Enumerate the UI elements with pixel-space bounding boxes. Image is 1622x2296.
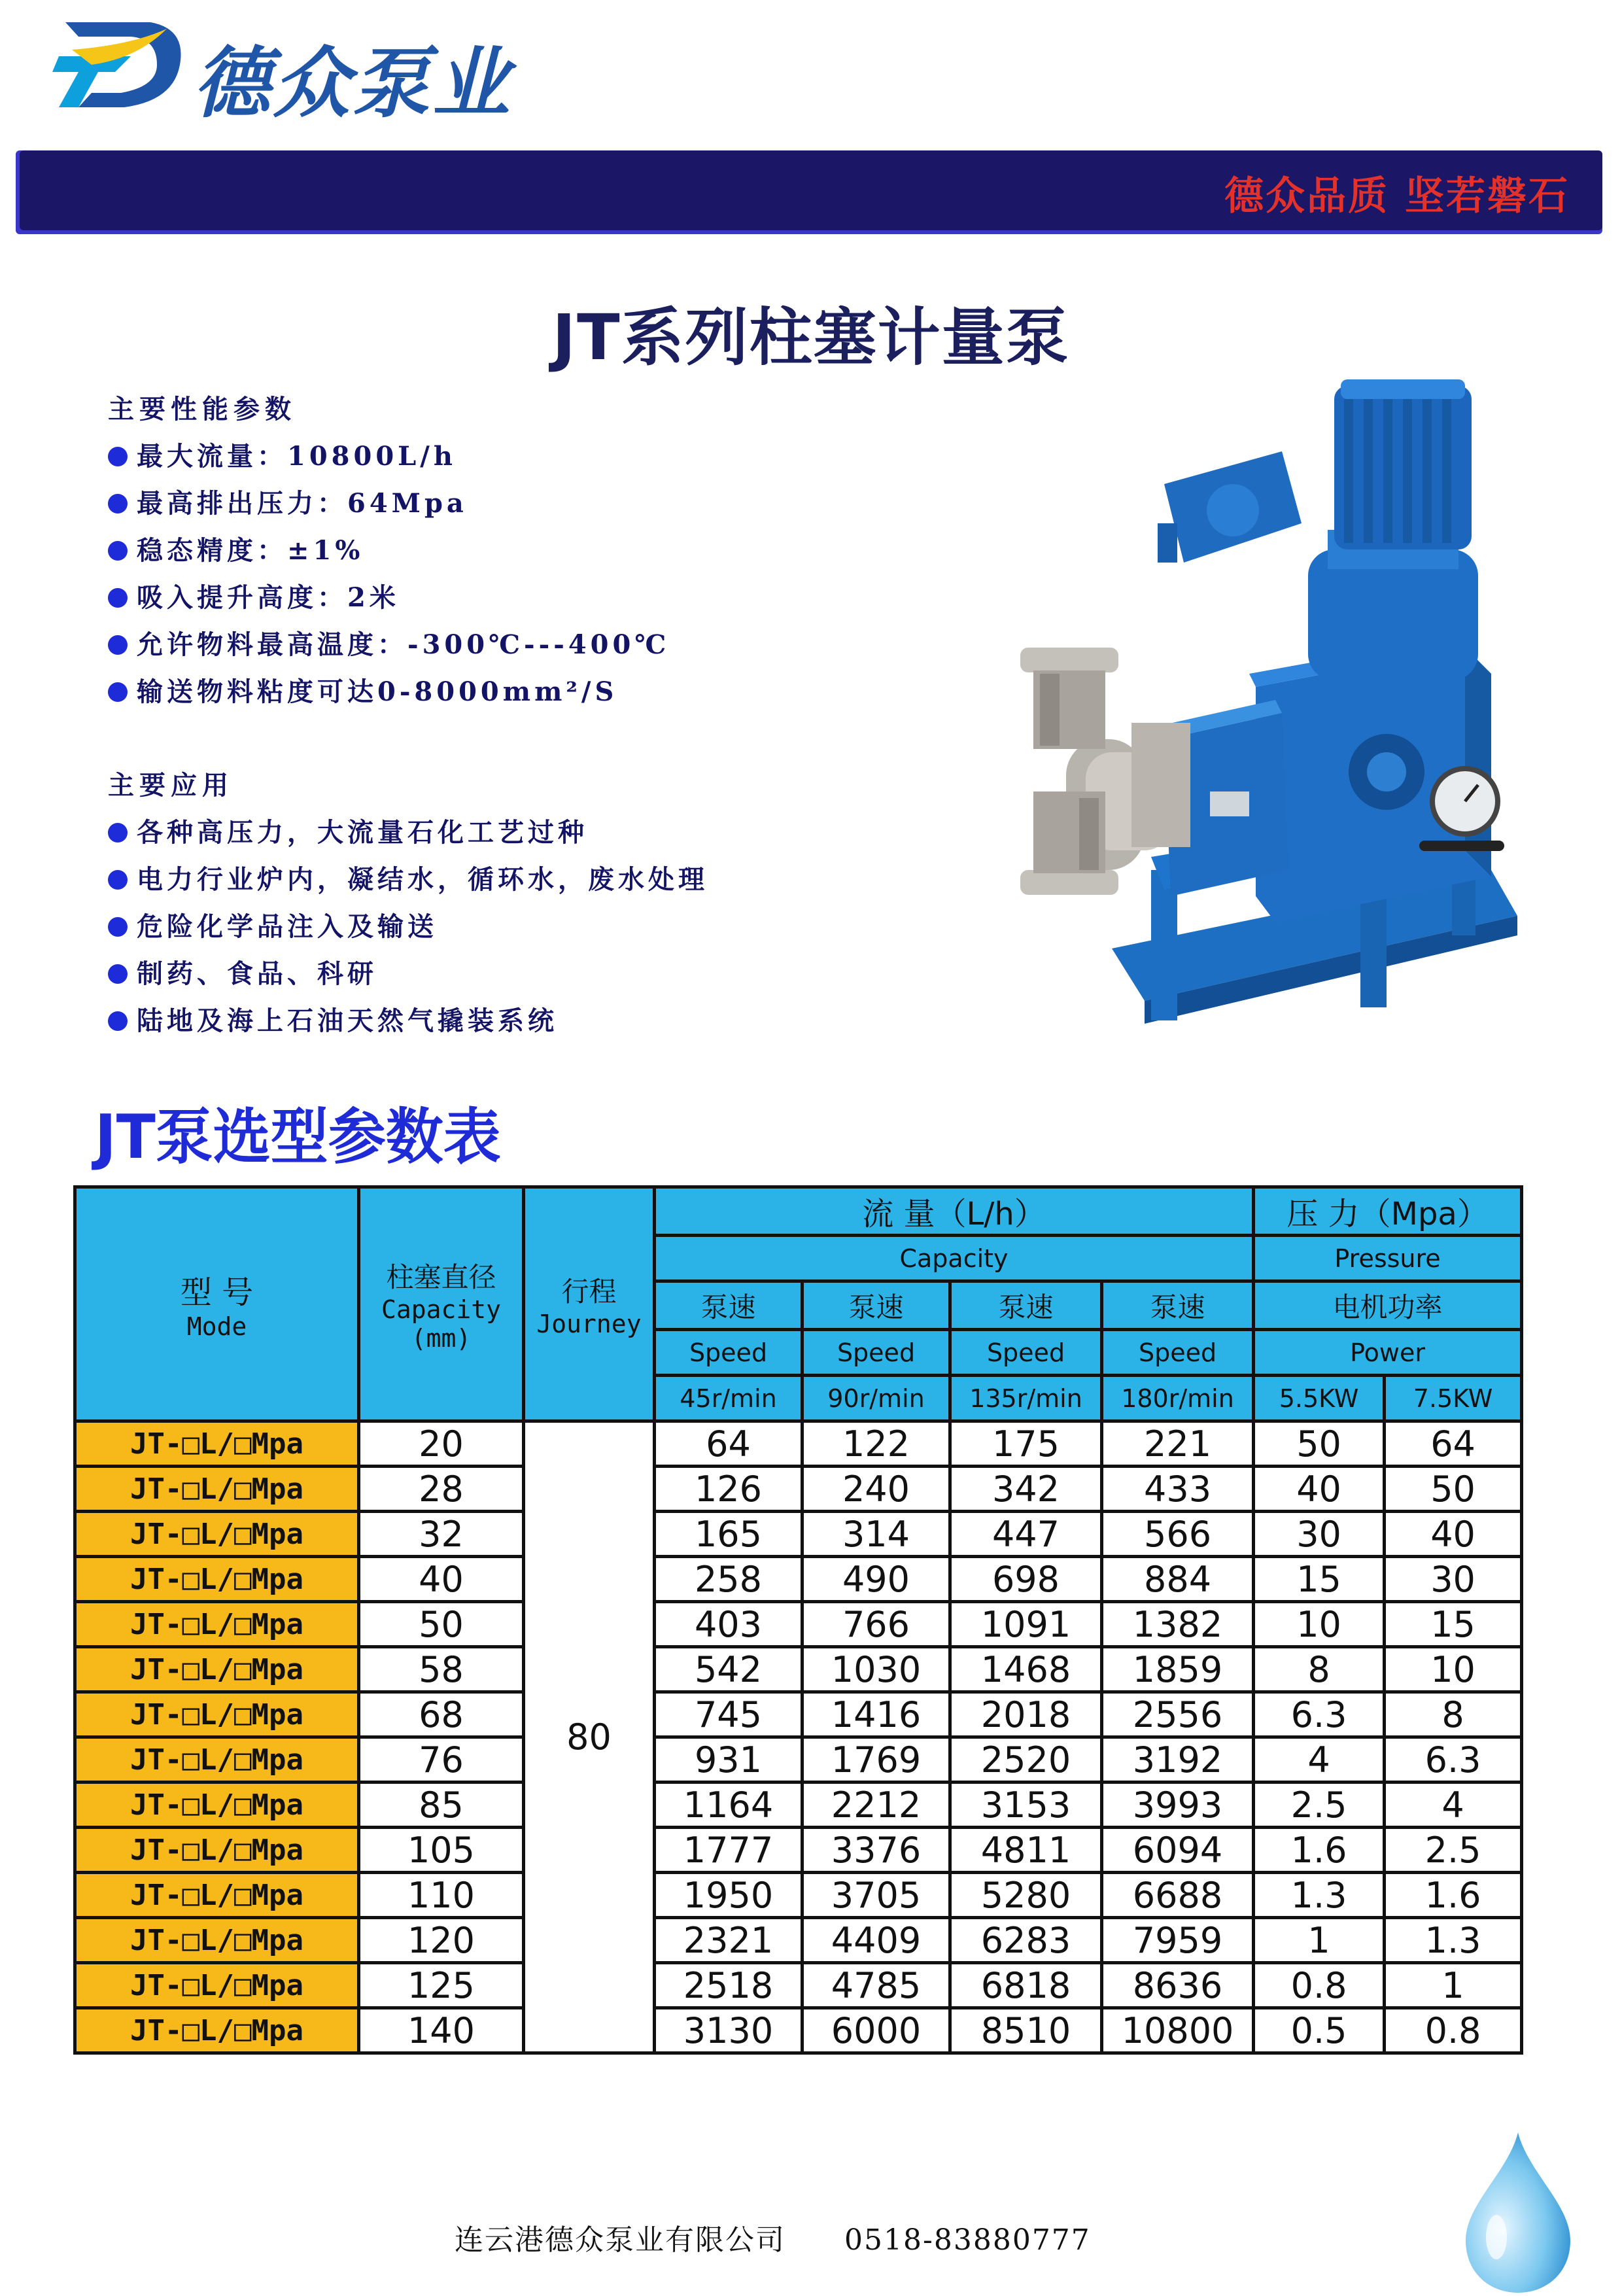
cell-pressure: 0.5	[1254, 2008, 1385, 2053]
cell-pressure: 2.5	[1254, 1783, 1385, 1828]
cell-flow: 1416	[802, 1692, 950, 1737]
cell-flow: 6818	[950, 1963, 1102, 2008]
bullet-icon	[108, 635, 128, 655]
cell-flow: 6688	[1102, 1873, 1254, 1918]
header-power-value: 7.5KW	[1385, 1376, 1522, 1421]
cell-flow: 258	[655, 1557, 802, 1602]
cell-flow: 126	[655, 1467, 802, 1512]
header-plunger: 柱塞直径 Capacity (mm)	[359, 1187, 524, 1421]
cell-flow: 1382	[1102, 1602, 1254, 1647]
header-flow: 流 量（L/h）	[655, 1187, 1254, 1236]
cell-pressure: 64	[1385, 1421, 1522, 1467]
performance-item: 吸入提升高度：2米	[108, 574, 670, 621]
bullet-icon	[108, 823, 128, 843]
bullet-icon	[108, 494, 128, 513]
cell-model: JT-□L/□Mpa	[75, 1602, 359, 1647]
cell-plunger-diameter: 85	[359, 1783, 524, 1828]
cell-model: JT-□L/□Mpa	[75, 1737, 359, 1783]
table-row	[75, 1557, 1522, 1602]
cell-model: JT-□L/□Mpa	[75, 1692, 359, 1737]
cell-flow: 165	[655, 1512, 802, 1557]
bullet-icon	[108, 1011, 128, 1031]
cell-plunger-diameter: 40	[359, 1557, 524, 1602]
cell-plunger-diameter: 125	[359, 1963, 524, 2008]
cell-flow: 3705	[802, 1873, 950, 1918]
cell-pressure: 30	[1385, 1557, 1522, 1602]
cell-flow: 1777	[655, 1828, 802, 1873]
cell-pressure: 4	[1385, 1783, 1522, 1828]
cell-model: JT-□L/□Mpa	[75, 1918, 359, 1963]
performance-item: 稳态精度：±1%	[108, 527, 670, 574]
table-row	[75, 1467, 1522, 1512]
cell-flow: 8636	[1102, 1963, 1254, 2008]
bullet-icon	[108, 682, 128, 702]
applications-heading: 主要应用	[108, 770, 233, 801]
cell-plunger-diameter: 32	[359, 1512, 524, 1557]
pump-image	[994, 373, 1557, 1119]
cell-pressure: 1.6	[1385, 1873, 1522, 1918]
header-flow-en: Capacity	[655, 1236, 1254, 1281]
cell-flow: 490	[802, 1557, 950, 1602]
cell-pressure: 30	[1254, 1512, 1385, 1557]
table-row	[75, 1647, 1522, 1692]
cell-model: JT-□L/□Mpa	[75, 1512, 359, 1557]
header-speed-cn: 泵速	[950, 1281, 1102, 1330]
cell-flow: 1164	[655, 1783, 802, 1828]
cell-flow: 122	[802, 1421, 950, 1467]
cell-pressure: 1	[1254, 1918, 1385, 1963]
cell-flow: 6000	[802, 2008, 950, 2053]
cell-flow: 221	[1102, 1421, 1254, 1467]
cell-model: JT-□L/□Mpa	[75, 1828, 359, 1873]
table-row	[75, 1918, 1522, 1963]
cell-flow: 2212	[802, 1783, 950, 1828]
cell-flow: 884	[1102, 1557, 1254, 1602]
cell-pressure: 10	[1254, 1602, 1385, 1647]
cell-flow: 1091	[950, 1602, 1102, 1647]
bullet-icon	[108, 870, 128, 890]
cell-flow: 314	[802, 1512, 950, 1557]
cell-pressure: 4	[1254, 1737, 1385, 1783]
cell-flow: 6283	[950, 1918, 1102, 1963]
cell-plunger-diameter: 28	[359, 1467, 524, 1512]
cell-plunger-diameter: 68	[359, 1692, 524, 1737]
cell-pressure: 40	[1254, 1467, 1385, 1512]
header-power-en: Power	[1254, 1330, 1522, 1376]
cell-pressure: 8	[1385, 1692, 1522, 1737]
cell-flow: 7959	[1102, 1918, 1254, 1963]
cell-pressure: 6.3	[1385, 1737, 1522, 1783]
header-pressure-en: Pressure	[1254, 1236, 1522, 1281]
table-row	[75, 1602, 1522, 1647]
cell-flow: 931	[655, 1737, 802, 1783]
cell-plunger-diameter: 105	[359, 1828, 524, 1873]
cell-flow: 3993	[1102, 1783, 1254, 1828]
cell-pressure: 0.8	[1385, 2008, 1522, 2053]
cell-model: JT-□L/□Mpa	[75, 2008, 359, 2053]
cell-pressure: 40	[1385, 1512, 1522, 1557]
footer	[455, 2216, 1091, 2258]
cell-flow: 240	[802, 1467, 950, 1512]
header-pressure: 压 力（Mpa）	[1254, 1187, 1522, 1236]
bullet-icon	[108, 541, 128, 561]
table-row	[75, 1783, 1522, 1828]
cell-flow: 1030	[802, 1647, 950, 1692]
cell-plunger-diameter: 50	[359, 1602, 524, 1647]
cell-plunger-diameter: 76	[359, 1737, 524, 1783]
cell-flow: 698	[950, 1557, 1102, 1602]
cell-flow: 2518	[655, 1963, 802, 2008]
cell-flow: 447	[950, 1512, 1102, 1557]
cell-flow: 2556	[1102, 1692, 1254, 1737]
cell-flow: 542	[655, 1647, 802, 1692]
performance-item: 输送物料粘度可达0-8000mm²/S	[108, 669, 670, 716]
table-row	[75, 1692, 1522, 1737]
cell-flow: 433	[1102, 1467, 1254, 1512]
cell-flow: 2520	[950, 1737, 1102, 1783]
brand-mark-icon	[52, 9, 190, 120]
cell-pressure: 6.3	[1254, 1692, 1385, 1737]
table-row	[75, 1963, 1522, 2008]
cell-pressure: 8	[1254, 1647, 1385, 1692]
cell-flow: 566	[1102, 1512, 1254, 1557]
cell-flow: 3192	[1102, 1737, 1254, 1783]
cell-flow: 175	[950, 1421, 1102, 1467]
cell-flow: 2018	[950, 1692, 1102, 1737]
brand-logo	[52, 9, 549, 127]
cell-plunger-diameter: 20	[359, 1421, 524, 1467]
cell-pressure: 1	[1385, 1963, 1522, 2008]
performance-heading: 主要性能参数	[108, 394, 296, 425]
header-speed-en: Speed	[655, 1330, 802, 1376]
footer-phone: 0518-83880777	[844, 2223, 1091, 2257]
cell-flow: 8510	[950, 2008, 1102, 2053]
application-item: 陆地及海上石油天然气撬装系统	[108, 998, 708, 1045]
cell-flow: 3376	[802, 1828, 950, 1873]
cell-flow: 4409	[802, 1918, 950, 1963]
cell-pressure: 15	[1254, 1557, 1385, 1602]
cell-pressure: 1.3	[1385, 1918, 1522, 1963]
cell-pressure: 2.5	[1385, 1828, 1522, 1873]
cell-flow: 3130	[655, 2008, 802, 2053]
cell-flow: 4785	[802, 1963, 950, 2008]
applications-section	[108, 762, 708, 1045]
cell-flow: 1859	[1102, 1647, 1254, 1692]
cell-pressure: 50	[1254, 1421, 1385, 1467]
header-speed-cn: 泵速	[1102, 1281, 1254, 1330]
cell-model: JT-□L/□Mpa	[75, 1963, 359, 2008]
cell-flow: 1468	[950, 1647, 1102, 1692]
cell-model: JT-□L/□Mpa	[75, 1647, 359, 1692]
table-row	[75, 1828, 1522, 1873]
cell-flow: 10800	[1102, 2008, 1254, 2053]
header-power-value: 5.5KW	[1254, 1376, 1385, 1421]
brand-name: 德众泵业	[193, 38, 513, 128]
cell-model: JT-□L/□Mpa	[75, 1421, 359, 1467]
header-speed-value: 135r/min	[950, 1376, 1102, 1421]
cell-pressure: 1.6	[1254, 1828, 1385, 1873]
bullet-icon	[108, 964, 128, 984]
cell-pressure: 10	[1385, 1647, 1522, 1692]
table-row	[75, 1873, 1522, 1918]
cell-pressure: 15	[1385, 1602, 1522, 1647]
performance-item: 最高排出压力：64Mpa	[108, 480, 670, 527]
cell-flow: 4811	[950, 1828, 1102, 1873]
cell-flow: 2321	[655, 1918, 802, 1963]
cell-stroke: 80	[524, 1421, 655, 2053]
application-item: 制药、食品、科研	[108, 950, 708, 998]
header-speed-cn: 泵速	[655, 1281, 802, 1330]
header-speed-en: Speed	[802, 1330, 950, 1376]
cell-pressure: 0.8	[1254, 1963, 1385, 2008]
cell-pressure: 1.3	[1254, 1873, 1385, 1918]
water-drop-icon	[1456, 2126, 1580, 2296]
header-speed-en: Speed	[1102, 1330, 1254, 1376]
table-row	[75, 1737, 1522, 1783]
cell-model: JT-□L/□Mpa	[75, 1467, 359, 1512]
cell-plunger-diameter: 140	[359, 2008, 524, 2053]
cell-plunger-diameter: 58	[359, 1647, 524, 1692]
table-row	[75, 1421, 1522, 1467]
cell-flow: 766	[802, 1602, 950, 1647]
header-banner	[20, 150, 1602, 230]
header-speed-en: Speed	[950, 1330, 1102, 1376]
performance-item: 允许物料最高温度：-300℃---400℃	[108, 621, 670, 669]
cell-plunger-diameter: 110	[359, 1873, 524, 1918]
header-speed-value: 180r/min	[1102, 1376, 1254, 1421]
header-speed-cn: 泵速	[802, 1281, 950, 1330]
bullet-icon	[108, 917, 128, 937]
table-title: JT泵选型参数表	[95, 1101, 501, 1172]
cell-flow: 403	[655, 1602, 802, 1647]
header-power-cn: 电机功率	[1254, 1281, 1522, 1330]
cell-model: JT-□L/□Mpa	[75, 1873, 359, 1918]
cell-flow: 6094	[1102, 1828, 1254, 1873]
cell-flow: 1769	[802, 1737, 950, 1783]
header-model: 型 号 Mode	[75, 1187, 359, 1421]
cell-flow: 1950	[655, 1873, 802, 1918]
application-item: 危险化学品注入及输送	[108, 903, 708, 950]
cell-flow: 64	[655, 1421, 802, 1467]
application-item: 电力行业炉内，凝结水，循环水，废水处理	[108, 856, 708, 903]
cell-flow: 342	[950, 1467, 1102, 1512]
cell-model: JT-□L/□Mpa	[75, 1783, 359, 1828]
table-row	[75, 2008, 1522, 2053]
header-stroke: 行程 Journey	[524, 1187, 655, 1421]
cell-flow: 3153	[950, 1783, 1102, 1828]
bullet-icon	[108, 447, 128, 466]
page-title: JT系列柱塞计量泵	[552, 301, 1070, 374]
table-row	[75, 1512, 1522, 1557]
cell-model: JT-□L/□Mpa	[75, 1557, 359, 1602]
application-item: 各种高压力，大流量石化工艺过种	[108, 809, 708, 856]
banner-slogan: 德众品质 坚若磐石	[1224, 173, 1570, 219]
selection-table	[73, 1185, 1523, 2055]
performance-item: 最大流量：10800L/h	[108, 433, 670, 480]
cell-flow: 745	[655, 1692, 802, 1737]
cell-pressure: 50	[1385, 1467, 1522, 1512]
footer-company: 连云港德众泵业有限公司	[455, 2223, 785, 2257]
header-speed-value: 90r/min	[802, 1376, 950, 1421]
header-speed-value: 45r/min	[655, 1376, 802, 1421]
performance-section	[108, 386, 670, 716]
cell-plunger-diameter: 120	[359, 1918, 524, 1963]
cell-flow: 5280	[950, 1873, 1102, 1918]
bullet-icon	[108, 588, 128, 608]
